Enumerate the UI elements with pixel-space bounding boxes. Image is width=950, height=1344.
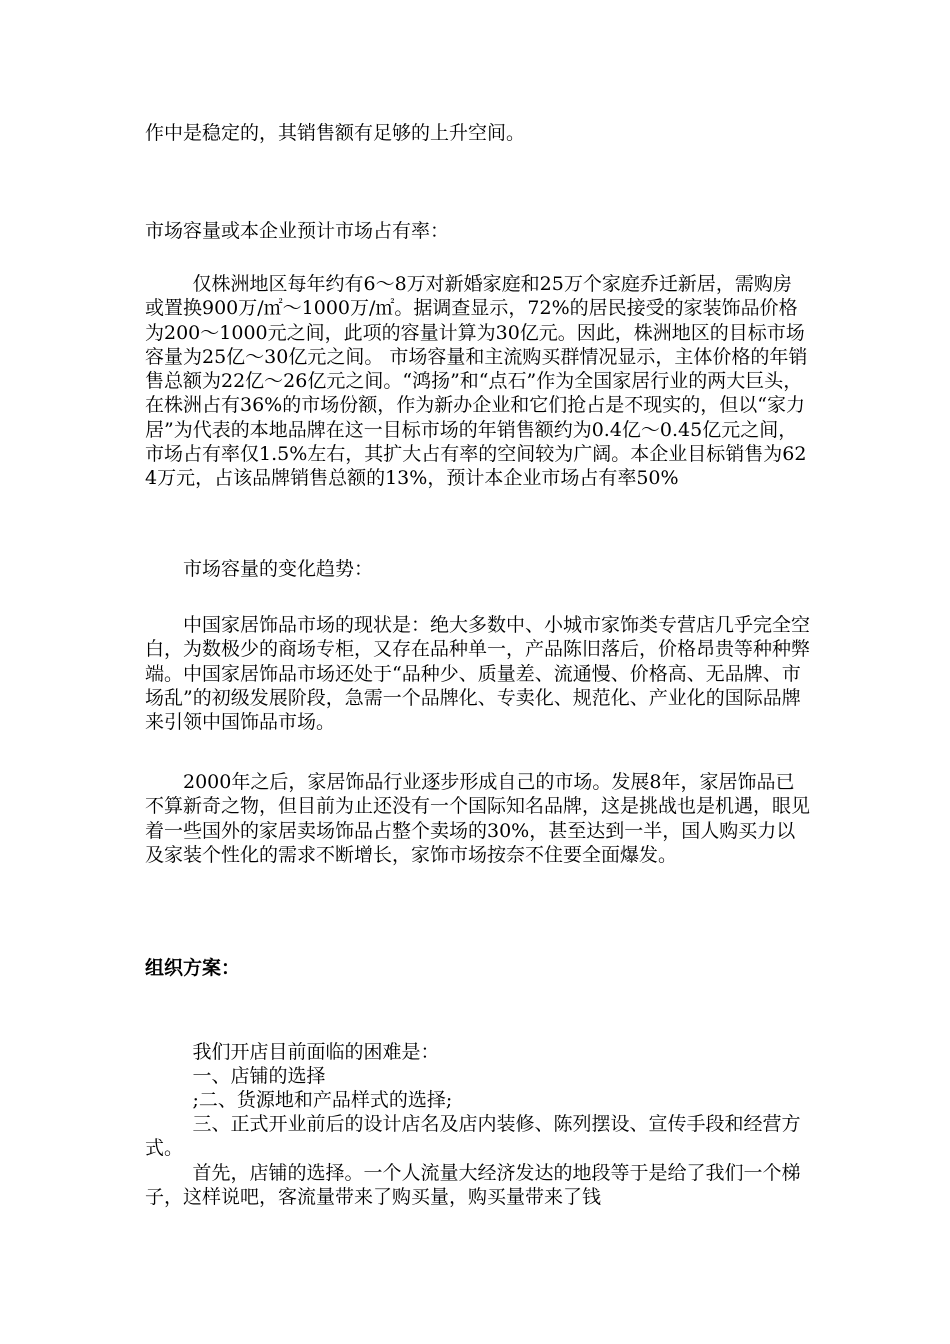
difficulty-intro: 我们开店目前面临的困难是： <box>192 1041 440 1063</box>
list-item-store: 一、店铺的选择 <box>192 1065 326 1087</box>
list-item-design: 三、正式开业前后的设计店名及店内装修、陈列摆设、宣传手段和经营方式。 <box>145 1113 801 1160</box>
first-store-paragraph: 首先，店铺的选择。一个人流量大经济发达的地段等于是给了我们一个梯子，这样说吧，客流量带来了购买量，购买量带来了钱 <box>145 1162 801 1209</box>
trend-heading: 市场容量的变化趋势： <box>183 558 374 580</box>
intro-tail-paragraph: 作中是稳定的，其销售额有足够的上升空间。 <box>145 122 526 144</box>
document-page <box>145 0 810 1344</box>
trend-paragraph-2: 2000年之后，家居饰品行业逐步形成自己的市场。发展8年，家居饰品已不算新奇之物，但目前为止还没有一个国际知名品牌，这是挑战也是机遇，眼见着一些国外的家居卖场饰品占整个卖场的30%，甚至达到一半，国人购买力以及家装个性化的需求不断增长，家饰市场按奈不住要全面爆发。 <box>145 771 811 866</box>
list-item-source: ;二、货源地和产品样式的选择; <box>192 1089 453 1111</box>
trend-paragraph-1: 中国家居饰品市场的现状是：绝大多数中、小城市家饰类专营店几乎完全空白，为数极少的商场专柜，又存在品种单一，产品陈旧落后，价格昂贵等种种弊端。中国家居饰品市场还处于“品种少、质量差、流通慢、价格高、无品牌、市场乱”的初级发展阶段，急需一个品牌化、专卖化、规范化、产业化的国际品牌来引领中国饰品市场。 <box>145 614 811 734</box>
organization-heading: 组织方案： <box>145 957 241 979</box>
market-capacity-heading: 市场容量或本企业预计市场占有率： <box>145 220 450 242</box>
market-capacity-paragraph: 仅株洲地区每年约有6～8万对新婚家庭和25万个家庭乔迁新居，需购房或置换900万/㎡～1000万/㎡。据调查显示，72%的居民接受的家装饰品价格为200～1000元之间，此项的容量计算为30亿元。因此，株洲地区的目标市场容量为25亿～30亿元之间。 市场容量和主流购买群情况显示，主体价格的年销售总额为22亿～26亿元之间。“鸿扬”和“点石”作为全国家居行业的两大巨头，在株洲占有36%的市场份额，作为新办企业和它们抢占是不现实的，但以“家力居”为代表的本地品牌在这一目标市场的年销售额约为0.4亿～0.45亿元之间，市场占有率仅1.5%左右，其扩大占有率的空间较为广阔。本企业目标销售为624万元，占该品牌销售总额的13%，预计本企业市场占有率50% <box>145 273 808 490</box>
